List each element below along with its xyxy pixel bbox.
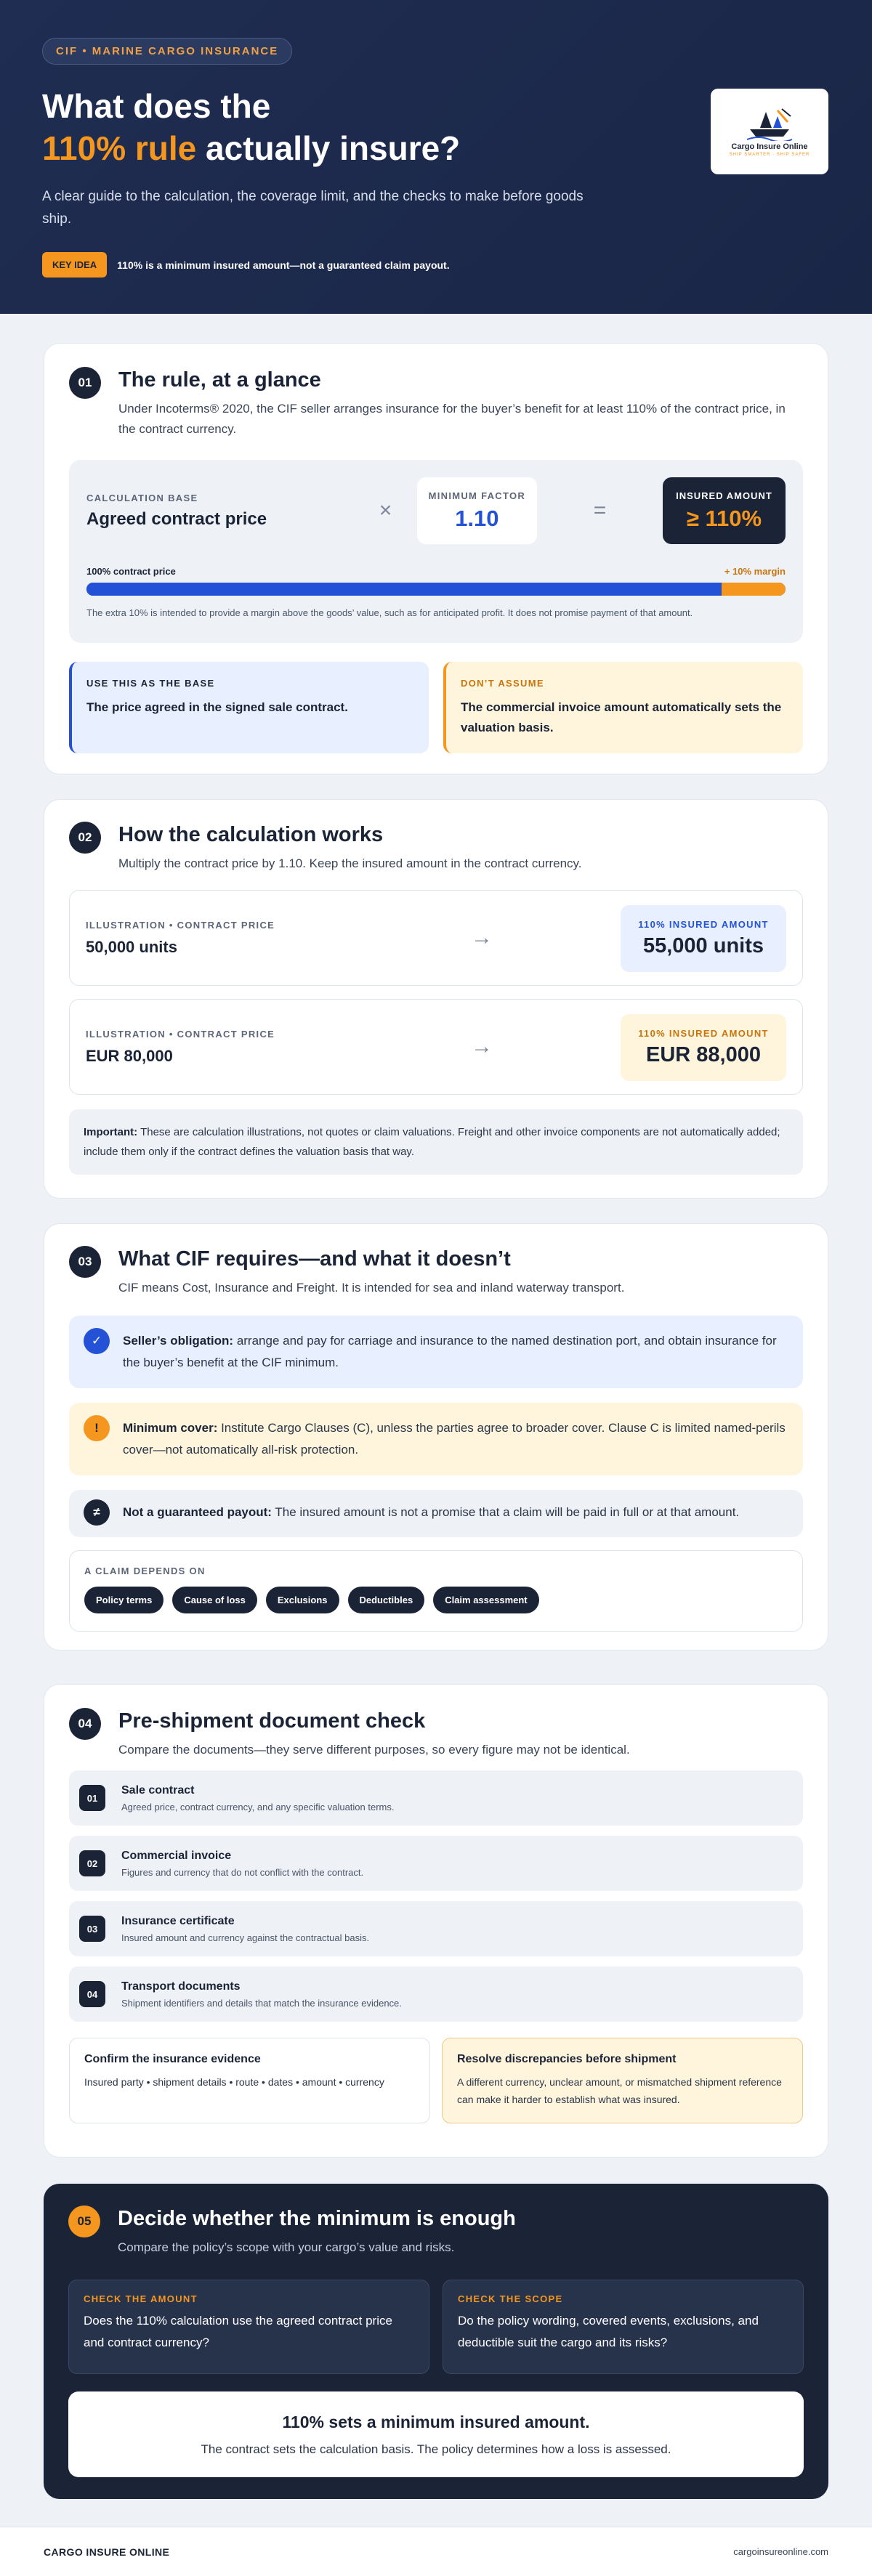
footer [0, 2527, 872, 2576]
ship-logo-icon [744, 106, 795, 141]
important-label: Important: [84, 1126, 138, 1138]
check-icon: ✓ [84, 1328, 110, 1354]
item-body [121, 1980, 402, 2009]
bar-contract-segment [86, 583, 722, 596]
hero [0, 0, 872, 314]
minimum-cover [69, 1403, 803, 1475]
base-value: Agreed contract price [86, 509, 267, 529]
item-number: 03 [79, 1916, 105, 1942]
item-detail: Figures and currency that do not conflict with the contract. [121, 1866, 364, 1878]
formula-row [86, 477, 786, 544]
insured-result [621, 1014, 786, 1081]
section-calculation [44, 799, 828, 1199]
warning-icon: ! [84, 1415, 110, 1441]
not-equal-icon: ≠ [84, 1499, 110, 1526]
section-number: 03 [69, 1246, 101, 1278]
illustration-label: ILLUSTRATION • CONTRACT PRICE [86, 1028, 275, 1040]
factor-value: 1.10 [455, 505, 499, 531]
dont-assume-callout [443, 662, 803, 753]
footer-website-link[interactable]: cargoinsureonline.com [733, 2546, 828, 2557]
item-title: Commercial invoice [121, 1849, 232, 1862]
decision-checks [68, 2280, 804, 2374]
illustration-label: ILLUSTRATION • CONTRACT PRICE [86, 919, 275, 931]
use-as-base-callout [69, 662, 429, 753]
list-item [69, 1770, 803, 1826]
section-number: 04 [69, 1708, 101, 1740]
check-amount-box [68, 2280, 429, 2374]
seller-obligation-text [123, 1330, 788, 1374]
base-label: CALCULATION BASE [86, 492, 198, 503]
not-guaranteed-text [123, 1502, 739, 1523]
insured-value: ≥ 110% [686, 505, 762, 531]
footer-brand: CARGO INSURE ONLINE [44, 2545, 170, 2558]
section-title: How the calculation works [118, 823, 384, 846]
not-guaranteed-label: Not a guaranteed payout: [123, 1505, 272, 1519]
check-scope-box [443, 2280, 804, 2374]
item-detail: Insured amount and currency against the contractual basis. [121, 1932, 370, 1943]
check-scope-label: CHECK THE SCOPE [458, 2293, 563, 2304]
illustration-units [69, 890, 803, 986]
claim-chips [84, 1587, 788, 1613]
resolve-text: A different currency, unclear amount, or mismatched shipment reference can make it harder to establish what was insured. [457, 2076, 782, 2105]
bar-labels [86, 566, 786, 577]
item-title: Transport documents [121, 1980, 241, 1993]
item-detail: Shipment identifiers and details that match the insurance evidence. [121, 1997, 402, 2009]
section-description: CIF means Cost, Insurance and Freight. It is intended for sea and inland waterway transport. [118, 1281, 625, 1295]
section-description: Multiply the contract price by 1.10. Keep the insured amount in the contract currency. [118, 856, 582, 870]
resolve-title: Resolve discrepancies before shipment [457, 2053, 677, 2065]
key-idea-text: 110% is a minimum insured amount—not a guaranteed claim payout. [117, 259, 450, 271]
section-description: Compare the policy’s scope with your cargo’s value and risks. [118, 2240, 455, 2254]
minimum-factor [417, 477, 537, 544]
section-description: Compare the documents—they serve different purposes, so every figure may not be identical. [118, 1743, 630, 1757]
dont-label: DON’T ASSUME [461, 678, 544, 689]
equals-sign: = [593, 498, 607, 522]
minimum-cover-body: Institute Cargo Clauses (C), unless the parties agree to broader cover. Clause C is limited named-perils cover—not automatically all-risk protection. [123, 1421, 786, 1457]
item-title: Sale contract [121, 1783, 195, 1797]
illustration-input [86, 1029, 391, 1066]
calculation-panel [69, 460, 803, 643]
use-label: USE THIS AS THE BASE [86, 678, 215, 689]
bar-label-contract: 100% contract price [86, 566, 176, 577]
section-header [68, 2206, 804, 2258]
base-callouts [69, 662, 803, 753]
insured-result-value: EUR 88,000 [646, 1043, 761, 1066]
evidence-boxes [69, 2038, 803, 2123]
section-description: Under Incoterms® 2020, the CIF seller arranges insurance for the buyer’s benefit for at least 110% of the contract price, in the contract currency. [118, 402, 786, 436]
seller-obligation [69, 1316, 803, 1388]
result-label: 110% INSURED AMOUNT [638, 1028, 769, 1039]
resolve-discrepancies-box [442, 2038, 803, 2123]
title-accent: 110% rule [42, 129, 197, 167]
check-amount-text: Does the 110% calculation use the agreed contract price and contract currency? [84, 2314, 392, 2349]
key-idea [42, 252, 830, 278]
check-scope-text: Do the policy wording, covered events, exclusions, and deductible suit the cargo and its risks? [458, 2314, 759, 2349]
section-requirements [44, 1223, 828, 1650]
factor-label: MINIMUM FACTOR [428, 490, 526, 501]
illustration-eur [69, 999, 803, 1095]
seller-obligation-body: arrange and pay for carriage and insurance to the named destination port, and obtain insurance for the buyer’s benefit at the CIF minimum. [123, 1334, 777, 1369]
contract-price-value: EUR 80,000 [86, 1046, 173, 1065]
check-amount-label: CHECK THE AMOUNT [84, 2293, 198, 2304]
arrow-right-icon: → [471, 1034, 493, 1058]
not-guaranteed [69, 1490, 803, 1537]
section-document-check [44, 1684, 828, 2158]
not-guaranteed-body: The insured amount is not a promise that a claim will be paid in full or at that amount. [271, 1505, 740, 1519]
list-item [69, 1836, 803, 1891]
item-number: 04 [79, 1981, 105, 2007]
chip-deductibles: Deductibles [348, 1587, 425, 1613]
brand-logo [711, 89, 828, 174]
section-number: 01 [69, 367, 101, 399]
confirm-text: Insured party • shipment details • route • dates • amount • currency [84, 2076, 384, 2088]
logo-brand-name: Cargo Insure Online [731, 142, 808, 151]
final-summary [68, 2391, 804, 2477]
item-number: 01 [79, 1785, 105, 1811]
section-number: 02 [69, 822, 101, 854]
minimum-cover-text [123, 1417, 788, 1461]
confirm-title: Confirm the insurance evidence [84, 2053, 261, 2065]
minimum-cover-label: Minimum cover: [123, 1421, 218, 1435]
important-note [69, 1109, 803, 1175]
section-title: Pre-shipment document check [118, 1709, 426, 1733]
section-header [69, 1708, 803, 1760]
item-detail: Agreed price, contract currency, and any specific valuation terms. [121, 1801, 395, 1812]
illustration-input [86, 920, 391, 957]
contract-price-value: 50,000 units [86, 937, 177, 956]
chip-claim-assessment: Claim assessment [433, 1587, 538, 1613]
item-body [121, 1784, 395, 1812]
chip-exclusions: Exclusions [266, 1587, 339, 1613]
item-body [121, 1915, 369, 1943]
coverage-bar [86, 583, 786, 596]
chip-cause-of-loss: Cause of loss [172, 1587, 257, 1613]
claim-label: A CLAIM DEPENDS ON [84, 1566, 206, 1576]
item-number: 02 [79, 1850, 105, 1876]
insured-label: INSURED AMOUNT [676, 490, 772, 501]
item-title: Insurance certificate [121, 1914, 235, 1927]
title-line1: What does the [42, 87, 271, 125]
list-item [69, 1967, 803, 2022]
section-title: What CIF requires—and what it doesn’t [118, 1247, 511, 1271]
chip-policy-terms: Policy terms [84, 1587, 164, 1613]
category-pill: CIF • MARINE CARGO INSURANCE [42, 38, 292, 65]
key-idea-tag: KEY IDEA [42, 252, 107, 278]
section-header [69, 822, 803, 874]
seller-obligation-label: Seller’s obligation: [123, 1334, 234, 1348]
claim-factors [69, 1550, 803, 1632]
final-text: The contract sets the calculation basis. The policy determines how a loss is assessed. [201, 2442, 671, 2456]
insured-result [621, 905, 786, 972]
section-title: The rule, at a glance [118, 368, 321, 392]
final-title: 110% sets a minimum insured amount. [282, 2412, 590, 2431]
section-title: Decide whether the minimum is enough [118, 2207, 516, 2230]
insured-result-value: 55,000 units [642, 934, 764, 957]
section-header [69, 1246, 803, 1298]
bar-note: The extra 10% is intended to provide a margin above the goods’ value, such as for anticipated profit. It does not promise payment of that amount. [86, 607, 693, 618]
important-text: These are calculation illustrations, not quotes or claim valuations. Freight and other invoice components are not automatically added; include them only if the contract defines the valuation basis that way. [84, 1126, 780, 1158]
title-rest: actually insure? [196, 129, 461, 167]
calculation-base [86, 493, 354, 530]
logo-tagline: SHIP SMARTER · SHIP SAFER [729, 153, 810, 157]
use-text: The price agreed in the signed sale contract. [86, 700, 348, 714]
arrow-right-icon: → [471, 926, 493, 949]
section-number: 05 [68, 2206, 100, 2237]
hero-subtitle: A clear guide to the calculation, the coverage limit, and the checks to make before goods ship. [42, 189, 584, 227]
list-item [69, 1901, 803, 1956]
times-sign: × [379, 498, 392, 522]
bar-label-margin: + 10% margin [724, 566, 786, 577]
section-header [69, 367, 803, 440]
section-rule [44, 343, 828, 774]
bar-margin-segment [722, 583, 786, 596]
dont-text: The commercial invoice amount automatically sets the valuation basis. [461, 700, 782, 734]
document-list [69, 1770, 803, 2022]
item-body [121, 1850, 363, 1878]
insured-amount [663, 477, 786, 544]
result-label: 110% INSURED AMOUNT [638, 919, 769, 930]
confirm-evidence-box [69, 2038, 430, 2123]
section-decide [44, 2184, 828, 2499]
